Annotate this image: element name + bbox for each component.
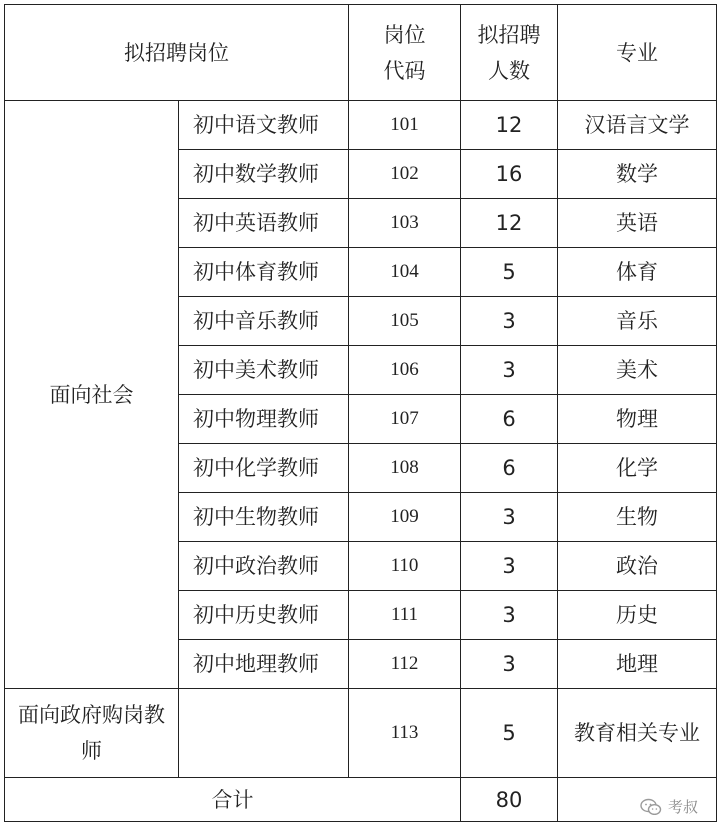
position-count: 3 (461, 297, 558, 346)
position-major: 政治 (558, 542, 717, 591)
position-count: 3 (461, 493, 558, 542)
recruitment-table (4, 4, 717, 822)
position-code: 113 (349, 689, 461, 778)
header-count-line1: 拟招聘 (477, 22, 541, 47)
position-count: 6 (461, 444, 558, 493)
position-code: 104 (349, 248, 461, 297)
position-code: 105 (349, 297, 461, 346)
watermark (640, 796, 698, 817)
position-code: 112 (349, 640, 461, 689)
position-major: 汉语言文学 (558, 101, 717, 150)
header-count (461, 5, 558, 101)
position-major: 地理 (558, 640, 717, 689)
watermark-text: 考叔 (667, 798, 698, 816)
position-major: 化学 (558, 444, 717, 493)
position-code: 107 (349, 395, 461, 444)
header-code-line2: 代码 (383, 58, 426, 83)
position-major: 物理 (558, 395, 717, 444)
header-row (5, 5, 717, 101)
position-code: 108 (349, 444, 461, 493)
header-major: 专业 (558, 5, 717, 101)
position-count: 5 (461, 248, 558, 297)
position-name (179, 689, 349, 778)
position-name: 初中化学教师 (179, 444, 349, 493)
wechat-icon (640, 798, 662, 816)
position-count: 5 (461, 689, 558, 778)
position-code: 106 (349, 346, 461, 395)
position-name: 初中体育教师 (179, 248, 349, 297)
total-label: 合计 (5, 778, 461, 822)
position-code: 109 (349, 493, 461, 542)
position-major: 数学 (558, 150, 717, 199)
position-code: 103 (349, 199, 461, 248)
position-count: 12 (461, 199, 558, 248)
position-name: 初中音乐教师 (179, 297, 349, 346)
position-name: 初中数学教师 (179, 150, 349, 199)
position-name: 初中美术教师 (179, 346, 349, 395)
position-code: 101 (349, 101, 461, 150)
position-count: 3 (461, 346, 558, 395)
position-major: 生物 (558, 493, 717, 542)
position-major: 美术 (558, 346, 717, 395)
position-major: 体育 (558, 248, 717, 297)
position-major: 英语 (558, 199, 717, 248)
position-major: 历史 (558, 591, 717, 640)
group-gov-line2: 师 (81, 739, 102, 763)
header-code-line1: 岗位 (383, 22, 426, 47)
position-count: 6 (461, 395, 558, 444)
position-count: 3 (461, 591, 558, 640)
table-row (5, 101, 717, 150)
total-row (5, 778, 717, 822)
group-public-cell: 面向社会 (5, 101, 179, 689)
position-name: 初中生物教师 (179, 493, 349, 542)
header-code (349, 5, 461, 101)
group-gov-cell (5, 689, 179, 778)
position-code: 111 (349, 591, 461, 640)
position-name: 初中政治教师 (179, 542, 349, 591)
gov-row (5, 689, 717, 778)
position-code: 102 (349, 150, 461, 199)
position-name: 初中历史教师 (179, 591, 349, 640)
position-name: 初中英语教师 (179, 199, 349, 248)
position-major: 音乐 (558, 297, 717, 346)
header-count-line2: 人数 (488, 58, 530, 83)
position-major: 教育相关专业 (558, 689, 717, 778)
position-name: 初中物理教师 (179, 395, 349, 444)
group-gov-line1: 面向政府购岗教 (18, 703, 165, 727)
position-count: 16 (461, 150, 558, 199)
position-name: 初中地理教师 (179, 640, 349, 689)
position-name: 初中语文教师 (179, 101, 349, 150)
position-count: 3 (461, 640, 558, 689)
position-code: 110 (349, 542, 461, 591)
position-count: 12 (461, 101, 558, 150)
header-position: 拟招聘岗位 (5, 5, 349, 101)
position-count: 3 (461, 542, 558, 591)
total-count: 80 (461, 778, 558, 822)
